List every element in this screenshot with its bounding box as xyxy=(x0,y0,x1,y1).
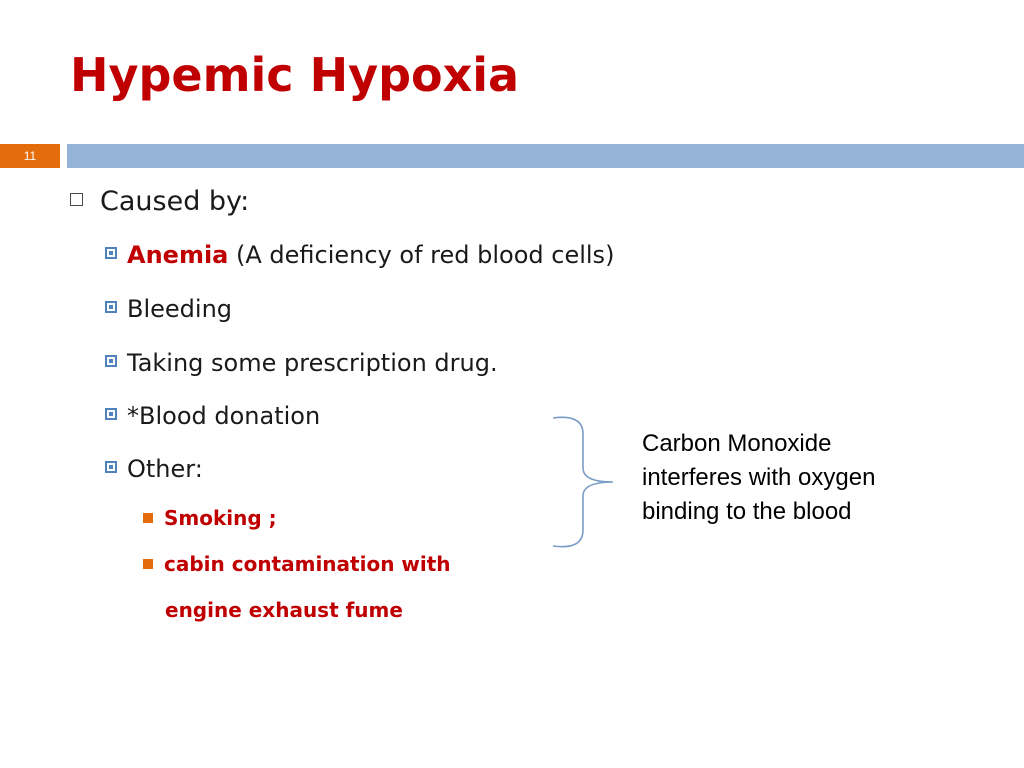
bullet-smoking xyxy=(143,506,277,530)
bullet-text: Caused by: xyxy=(100,186,250,217)
framed-square-bullet-icon xyxy=(105,301,117,313)
bullet-text: Taking some prescription drug. xyxy=(127,349,498,377)
note-line-3: binding to the blood xyxy=(642,498,852,525)
bullet-text: Smoking ; xyxy=(164,506,277,530)
framed-square-bullet-icon xyxy=(105,247,117,259)
bullet-blood-donation xyxy=(105,402,320,430)
anemia-term: Anemia xyxy=(127,241,229,269)
filled-square-bullet-icon xyxy=(143,513,153,523)
slide-number: 11 xyxy=(23,149,37,163)
hollow-square-bullet-icon xyxy=(70,193,83,206)
bullet-caused-by xyxy=(70,186,249,217)
note-line-2: interferes with oxygen xyxy=(642,464,876,491)
bullet-text: Other: xyxy=(127,455,203,483)
filled-square-bullet-icon xyxy=(143,559,153,569)
framed-square-bullet-icon xyxy=(105,408,117,420)
bullet-bleeding xyxy=(105,295,232,323)
anemia-explanation: (A deficiency of red blood cells) xyxy=(228,241,615,269)
callout-note xyxy=(642,427,972,529)
bullet-cabin-contamination xyxy=(143,552,451,576)
bullet-text: cabin contamination with xyxy=(164,552,451,576)
bullet-text: *Blood donation xyxy=(127,402,321,430)
bullet-anemia xyxy=(105,241,614,269)
bullet-prescription xyxy=(105,349,498,377)
curly-brace-icon xyxy=(545,412,625,552)
framed-square-bullet-icon xyxy=(105,355,117,367)
bullet-cabin-contamination-cont: engine exhaust fume xyxy=(165,598,403,622)
bullet-text: Bleeding xyxy=(127,295,233,323)
framed-square-bullet-icon xyxy=(105,461,117,473)
note-line-1: Carbon Monoxide xyxy=(642,430,832,457)
bullet-other xyxy=(105,455,203,483)
slide-title: Hypemic Hypoxia xyxy=(70,48,520,102)
